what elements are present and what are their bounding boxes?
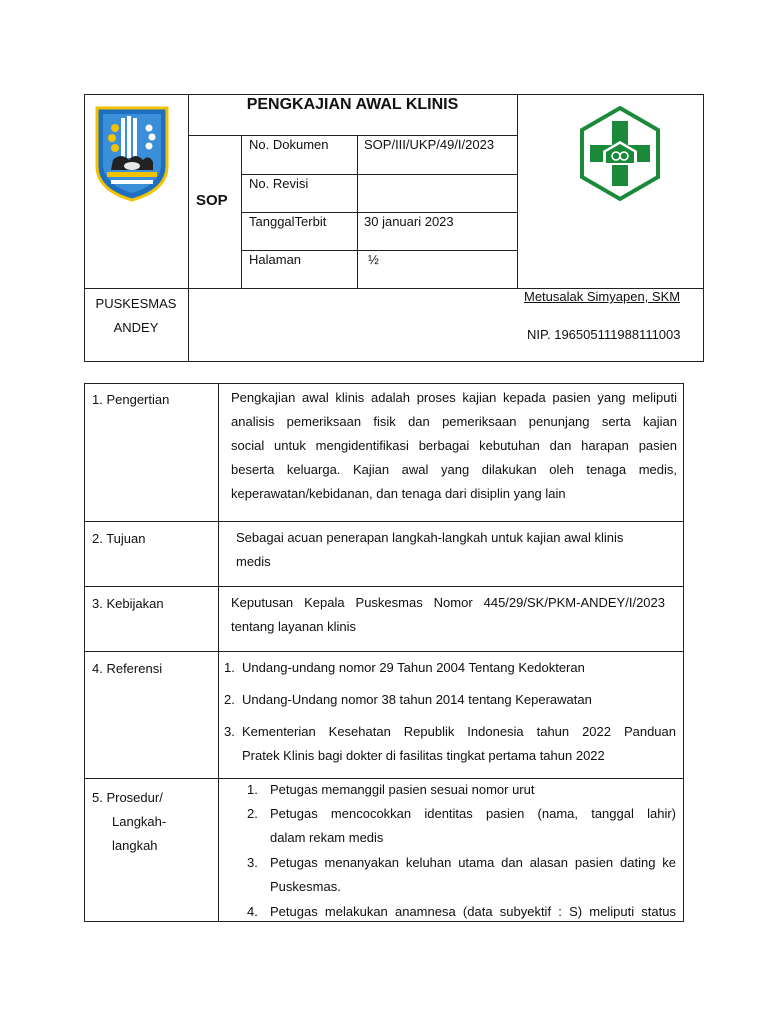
text-line: Undang-Undang nomor 38 tahun 2014 tentang Keperawatan bbox=[242, 692, 592, 707]
regional-emblem-logo bbox=[95, 104, 169, 202]
text-line: Petugas memanggil pasien sesuai nomor urut bbox=[270, 782, 535, 797]
section-text-kebijakan bbox=[231, 591, 665, 639]
text-line: Petugas menanyakan keluhan utama dan alasan pasien dating ke bbox=[270, 855, 676, 870]
label-line: langkah bbox=[112, 838, 158, 853]
step-number: 3. bbox=[247, 855, 258, 870]
header-divider bbox=[188, 135, 517, 136]
signatory-nip: NIP. 196505111988111003 bbox=[527, 327, 681, 342]
row-value-no-dokumen: SOP/III/UKP/49/I/2023 bbox=[364, 137, 495, 152]
section-label-referensi: 4. Referensi bbox=[92, 661, 163, 676]
row-label-tanggal-terbit: TanggalTerbit bbox=[249, 214, 327, 229]
text-line: keperawatan/kebidanan, dan tenaga dari disiplin yang lain bbox=[231, 486, 566, 501]
header-divider bbox=[241, 250, 517, 251]
text-line: Pengkajian awal klinis adalah proses kajian kepada pasien yang meliputi bbox=[231, 390, 677, 405]
table-divider bbox=[84, 586, 684, 587]
reference-item bbox=[224, 720, 676, 768]
text-line: Kementerian Kesehatan Republik Indonesia tahun 2022 Panduan bbox=[242, 724, 676, 739]
label-line: 5. Prosedur/ bbox=[92, 790, 163, 805]
text-line: social untuk mengidentifikasi berbagai kebutuhan dan harapan pasien bbox=[231, 438, 677, 453]
text-line: tentang layanan klinis bbox=[231, 619, 357, 634]
document-title: PENGKAJIAN AWAL KLINIS bbox=[246, 96, 459, 113]
section-label-prosedur bbox=[92, 786, 202, 858]
procedure-step bbox=[247, 900, 676, 924]
row-label-halaman: Halaman bbox=[249, 252, 302, 267]
text-line: Undang-undang nomor 29 Tahun 2004 Tentang Kedokteran bbox=[242, 660, 585, 675]
text-line: analisis pemeriksaan fisik dan pemeriksaan penunjang serta kajian bbox=[231, 414, 677, 429]
row-value-tanggal-terbit: 30 januari 2023 bbox=[364, 214, 454, 229]
puskesmas-logo bbox=[579, 105, 661, 203]
procedure-step bbox=[247, 802, 676, 850]
text-line: Petugas mencocokkan identitas pasien (nama, tanggal lahir) bbox=[270, 806, 676, 821]
procedure-step bbox=[247, 778, 676, 802]
section-text-tujuan bbox=[236, 526, 676, 574]
text-line: Pratek Klinis bagi dokter di fasilitas tingkat pertama tahun 2022 bbox=[242, 748, 605, 763]
emblem-icon bbox=[95, 104, 169, 202]
header-divider bbox=[241, 174, 517, 175]
header-divider bbox=[241, 212, 517, 213]
step-number: 2. bbox=[247, 806, 258, 821]
section-text-pengertian bbox=[231, 386, 677, 506]
procedure-step bbox=[247, 851, 676, 899]
reference-item bbox=[224, 688, 676, 712]
section-label-kebijakan: 3. Kebijakan bbox=[92, 596, 164, 611]
row-label-no-dokumen: No. Dokumen bbox=[249, 137, 329, 152]
reference-number: 2. bbox=[224, 692, 235, 707]
text-line: Sebagai acuan penerapan langkah-langkah untuk kajian awal klinis bbox=[236, 530, 624, 545]
section-label-pengertian: 1. Pengertian bbox=[92, 392, 170, 407]
text-line: Keputusan Kepala Puskesmas Nomor 445/29/SK/PKM-ANDEY/I/2023 bbox=[231, 595, 665, 610]
text-line: medis bbox=[236, 554, 271, 569]
row-value-halaman: ½ bbox=[368, 252, 379, 267]
reference-number: 1. bbox=[224, 660, 235, 675]
table-divider bbox=[218, 383, 219, 922]
header-divider bbox=[517, 94, 518, 288]
row-label-no-revisi: No. Revisi bbox=[249, 176, 309, 191]
text-line: Puskesmas. bbox=[270, 879, 341, 894]
table-divider bbox=[84, 521, 684, 522]
table-divider bbox=[84, 651, 684, 652]
reference-number: 3. bbox=[224, 724, 235, 739]
label-line: Langkah- bbox=[112, 814, 167, 829]
institution-line-1: PUSKESMAS bbox=[95, 296, 177, 311]
reference-item bbox=[224, 656, 676, 680]
step-number: 4. bbox=[247, 904, 258, 919]
sop-label: SOP bbox=[196, 192, 228, 209]
signatory-name: Metusalak Simyapen, SKM bbox=[524, 289, 681, 304]
step-number: 1. bbox=[247, 782, 258, 797]
puskesmas-cross-icon bbox=[579, 105, 661, 203]
text-line: Petugas melakukan anamnesa (data subyektif : S) meliputi status bbox=[270, 904, 676, 919]
text-line: dalam rekam medis bbox=[270, 830, 384, 845]
text-line: beserta keluarga. Kajian awal yang dilakukan oleh tenaga medis, bbox=[231, 462, 677, 477]
section-label-tujuan: 2. Tujuan bbox=[92, 531, 146, 546]
institution-line-2: ANDEY bbox=[113, 320, 159, 335]
